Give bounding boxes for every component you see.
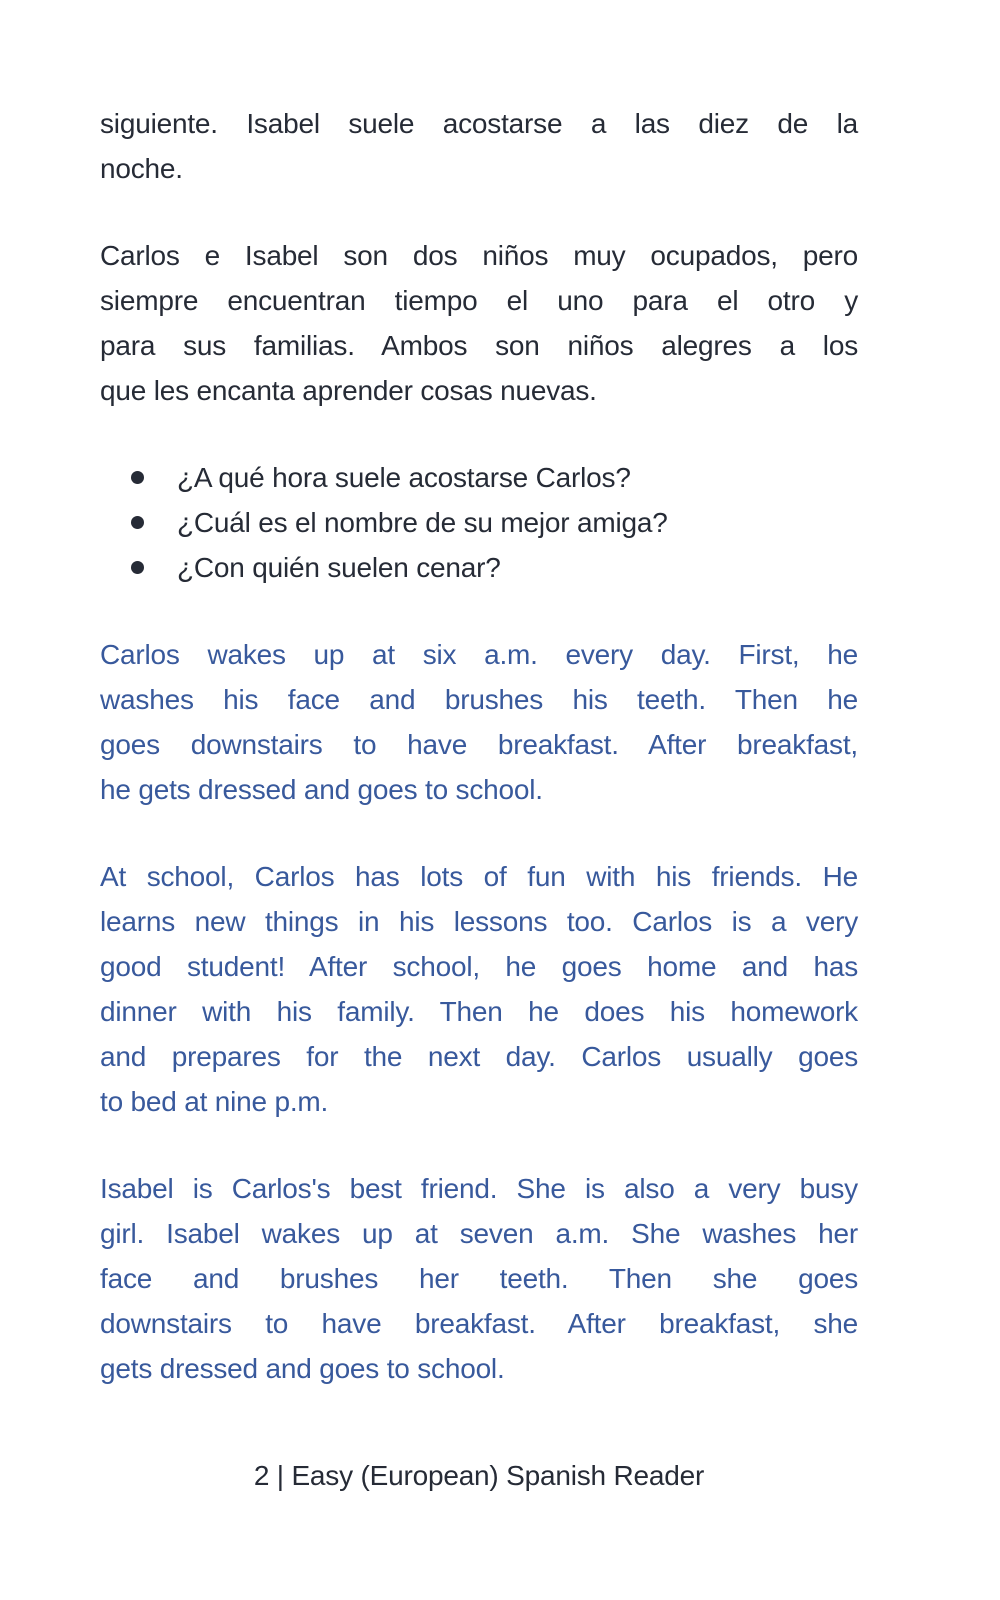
bullet-text: ¿Cuál es el nombre de su mejor amiga?	[177, 507, 668, 538]
bullet-icon	[131, 471, 144, 484]
text-line: para sus familias. Ambos son niños alegres a los	[100, 330, 858, 361]
text-line: girl. Isabel wakes up at seven a.m. She washes her	[100, 1218, 858, 1249]
english-paragraph	[100, 1166, 858, 1391]
text-line: noche.	[100, 153, 183, 184]
text-line: que les encanta aprender cosas nuevas.	[100, 375, 597, 406]
text-line: to bed at nine p.m.	[100, 1086, 329, 1117]
text-line: he gets dressed and goes to school.	[100, 774, 543, 805]
text-line: Isabel is Carlos's best friend. She is also a very busy	[100, 1173, 858, 1204]
text-line: dinner with his family. Then he does his homework	[100, 996, 858, 1027]
bullet-text: ¿Con quién suelen cenar?	[177, 552, 501, 583]
bullet-item	[100, 500, 858, 545]
bullet-item	[100, 455, 858, 500]
text-line: downstairs to have breakfast. After breakfast, she	[100, 1308, 858, 1339]
spanish-paragraph	[100, 233, 858, 413]
page-footer: 2 | Easy (European) Spanish Reader	[253, 1460, 705, 1491]
text-line: siguiente. Isabel suele acostarse a las diez de la	[100, 108, 858, 139]
bullet-icon	[131, 561, 144, 574]
text-line: Carlos e Isabel son dos niños muy ocupados, pero	[100, 240, 858, 271]
text-line: learns new things in his lessons too. Carlos is a very	[100, 906, 858, 937]
text-line: siempre encuentran tiempo el uno para el otro y	[100, 285, 858, 316]
question-bullet-list	[100, 455, 858, 590]
spanish-paragraph	[100, 101, 858, 191]
text-line: At school, Carlos has lots of fun with his friends. He	[100, 861, 858, 892]
text-line: goes downstairs to have breakfast. After breakfast,	[100, 729, 858, 760]
text-line: washes his face and brushes his teeth. Then he	[100, 684, 858, 715]
text-line: gets dressed and goes to school.	[100, 1353, 505, 1384]
english-paragraph	[100, 854, 858, 1124]
text-line: face and brushes her teeth. Then she goes	[100, 1263, 858, 1294]
text-line: good student! After school, he goes home and has	[100, 951, 858, 982]
english-paragraph	[100, 632, 858, 812]
text-line: Carlos wakes up at six a.m. every day. First, he	[100, 639, 858, 670]
text-line: and prepares for the next day. Carlos usually goes	[100, 1041, 858, 1072]
bullet-icon	[131, 516, 144, 529]
bullet-item	[100, 545, 858, 590]
bullet-text: ¿A qué hora suele acostarse Carlos?	[177, 462, 631, 493]
